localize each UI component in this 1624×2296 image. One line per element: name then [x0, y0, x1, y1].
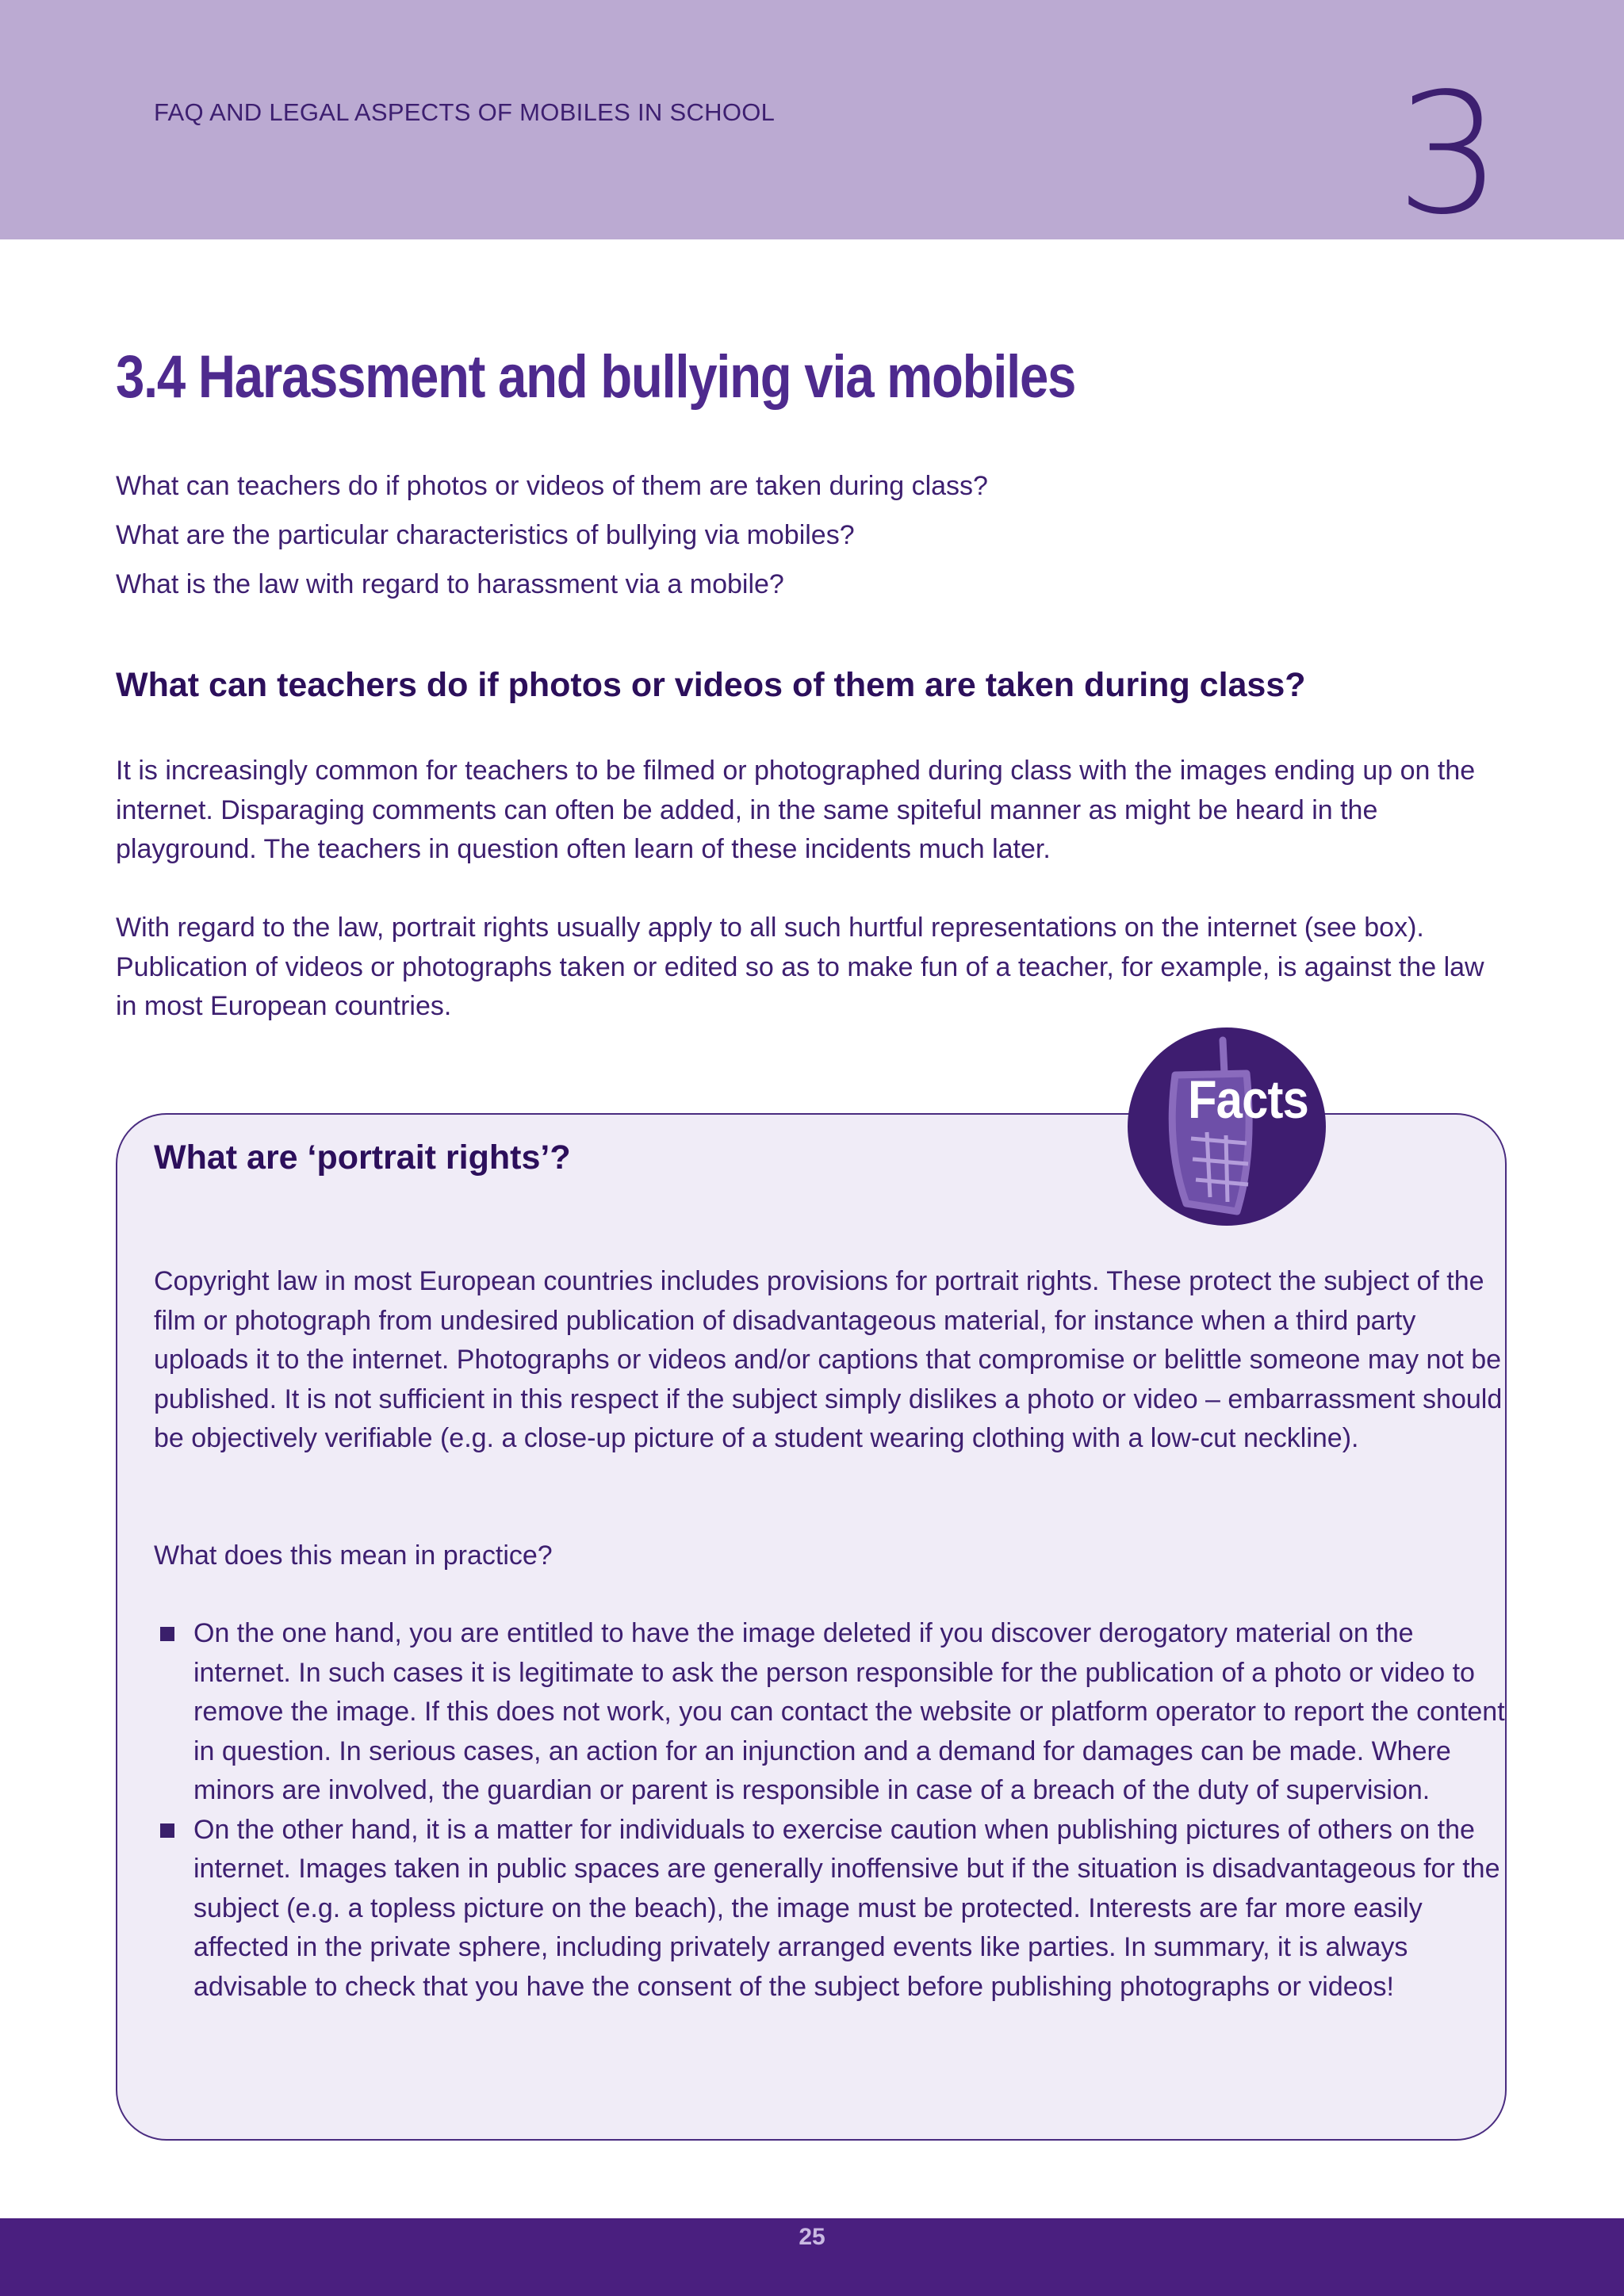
header-band: [0, 0, 1624, 251]
intro-question: What can teachers do if photos or videos of them are taken during class?: [116, 471, 988, 501]
square-bullet-icon: [160, 1823, 174, 1838]
intro-question: What is the law with regard to harassment via a mobile?: [116, 569, 784, 599]
facts-badge: [1128, 1027, 1326, 1226]
list-item: [154, 1811, 1511, 2007]
body-paragraph: With regard to the law, portrait rights usually apply to all such hurtful representations on the internet (see box). Publication of videos or photographs taken or edited so as to make fun of a teacher, for example, is against the law in most European countries.: [116, 913, 1484, 1021]
square-bullet-icon: [160, 1627, 174, 1641]
facts-box-list: [154, 1614, 1511, 2007]
practice-question: What does this mean in practice?: [154, 1540, 553, 1571]
facts-box-heading: What are ‘portrait rights’?: [154, 1138, 571, 1177]
facts-box-paragraph: Copyright law in most European countries includes provisions for portrait rights. These protect the subject of the film or photograph from undesired publication of disadvantageous material, for instance when a third party uploads it to the internet. Photographs or videos and/or captions that compromise or belittle someone may not be published. It is not sufficient in this respect if the subject simply dislikes a photo or video – embarrassment should be objectively verifiable (e.g. a close-up picture of a student wearing clothing with a low-cut neckline).: [154, 1266, 1503, 1453]
body-paragraph: It is increasingly common for teachers to be filmed or photographed during class with the images ending up on the internet. Disparaging comments can often be added, in the same spiteful manner as might be heard in the playground. The teachers in question often learn of these incidents much later.: [116, 756, 1476, 864]
intro-question: What are the particular characteristics of bullying via mobiles?: [116, 520, 855, 550]
page-number: 25: [799, 2224, 825, 2250]
subsection-heading: What can teachers do if photos or videos of them are taken during class?: [116, 666, 1306, 704]
intro-questions: [116, 461, 1511, 609]
chapter-number: 3: [1396, 57, 1502, 251]
running-header: FAQ AND LEGAL ASPECTS OF MOBILES IN SCHOOL: [154, 98, 776, 126]
facts-label: Facts: [1188, 1070, 1308, 1130]
list-item-text: On the other hand, it is a matter for individuals to exercise caution when publishing pictures of others on the internet. Images taken in public spaces are generally inoffensive but if the situation is disadvantageous for the subject (e.g. a topless picture on the beach), the image must be protected. Interests are far more easily affected in the private sphere, including privately arranged events like parties. In summary, it is always advisable to check that you have the consent of the subject before publishing photographs or videos!: [193, 1814, 1500, 2002]
section-title: 3.4 Harassment and bullying via mobiles: [116, 343, 1076, 411]
list-item-text: On the one hand, you are entitled to have the image deleted if you discover derogatory material on the internet. In such cases it is legitimate to ask the person responsible for the publication of a photo or video to remove the image. If this does not work, you can contact the website or platform operator to report the content in question. In serious cases, an action for an injunction and a demand for damages can be made. Where minors are involved, the guardian or parent is responsible in case of a breach of the duty of supervision.: [193, 1618, 1505, 1805]
list-item: [154, 1614, 1511, 1811]
